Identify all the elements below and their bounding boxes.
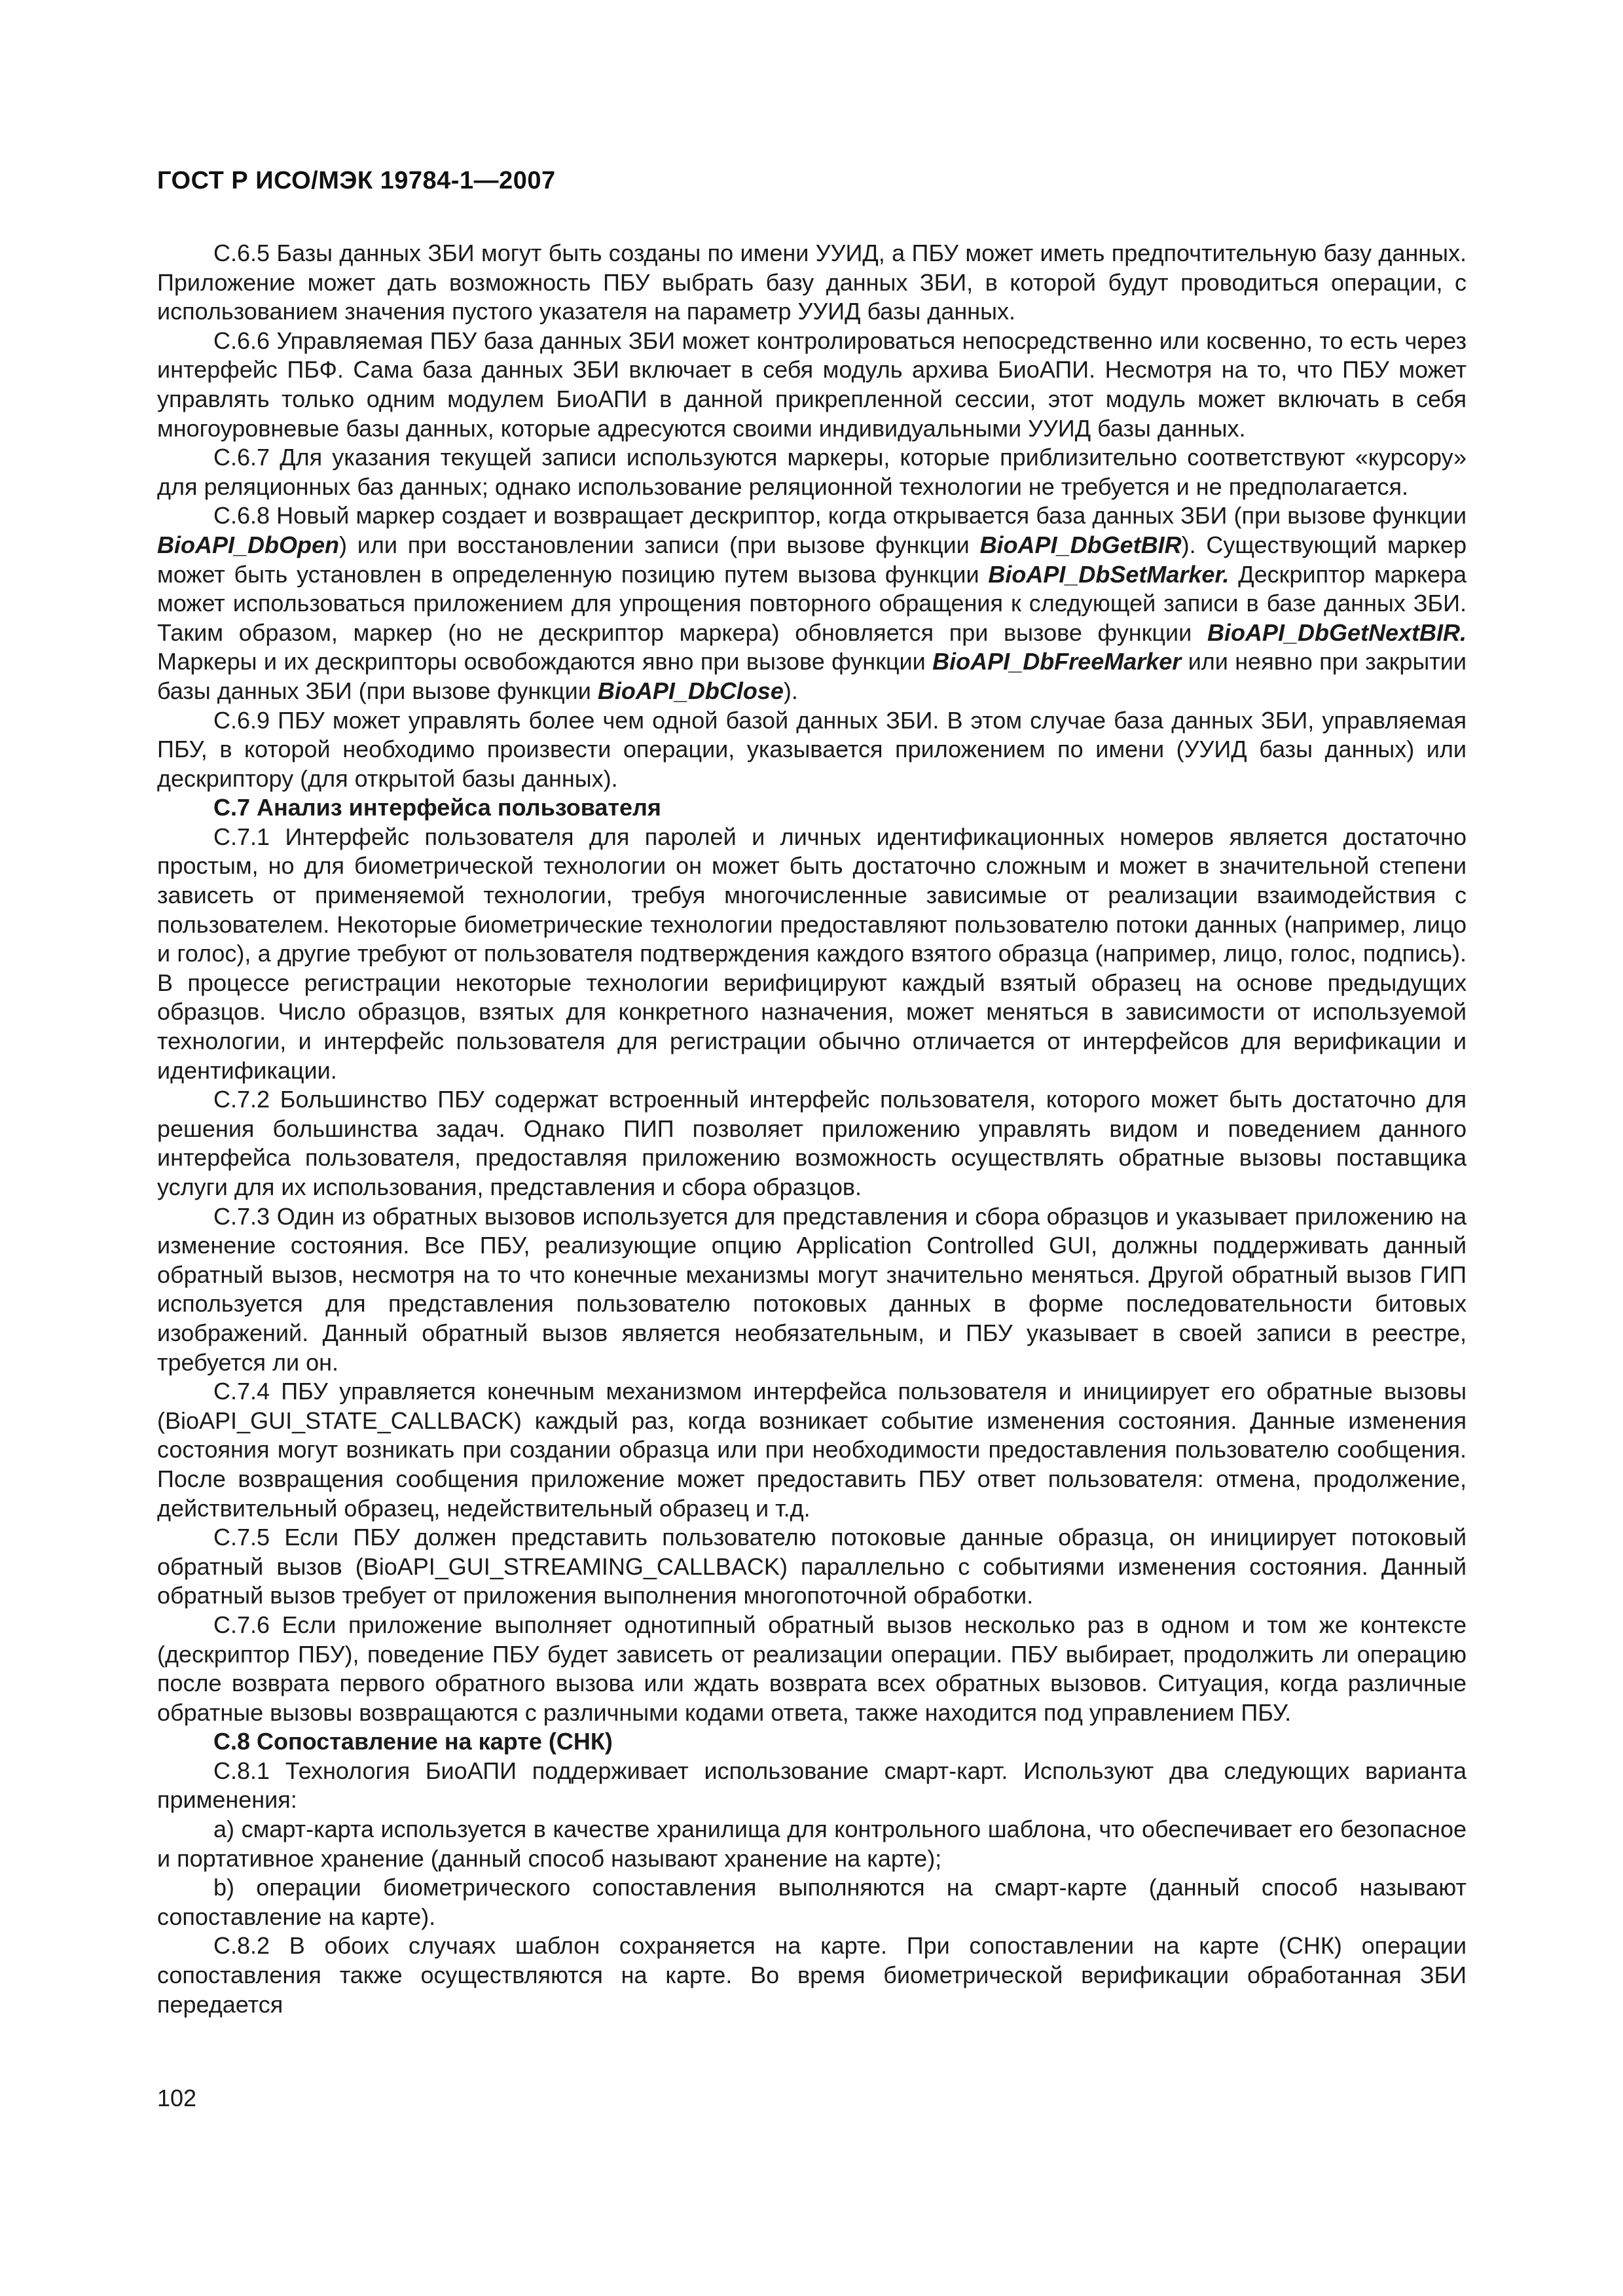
paragraph-c8-1: C.8.1 Технология БиоАПИ поддерживает использование смарт-карт. Используют два следующих варианта применения: <box>157 1757 1467 1814</box>
paragraph-c7-2: C.7.2 Большинство ПБУ содержат встроенный интерфейс пользователя, которого может быть достаточно для решения большинства задач. Однако ПИП позволяет приложению управлять видом и поведением данного интерфейса пользователя, предоставляя приложению возможность осуществлять обратные вызовы поставщика услуги для их использования, представления и сбора образцов. <box>157 1086 1467 1200</box>
paragraph-c7-6: C.7.6 Если приложение выполняет однотипный обратный вызов несколько раз в одном и том же контексте (дескриптор ПБУ), поведение ПБУ будет зависеть от реализации операции. ПБУ выбирает, продолжить ли операцию после возврата первого обратного вызова или ждать возврата всех обратных вызовов. Ситуация, когда различные обратные вызовы возвращаются с различными кодами ответа, также находится под управлением ПБУ. <box>157 1611 1467 1726</box>
paragraph-c8-2: C.8.2 В обоих случаях шаблон сохраняется на карте. При сопоставлении на карте (СНК) операции сопоставления также осуществляются на карте. Во время биометрической верификации обработанная ЗБИ передается <box>157 1932 1467 2018</box>
text-span: ). Существующий маркер может быть установлен в определенную позицию путем вызова функции <box>157 531 1467 588</box>
list-item-a: a) смарт-карта используется в качестве хранилища для контрольного шаблона, что обеспечивает его безопасное и портативное хранение (данный способ называют хранение на карте); <box>157 1816 1467 1872</box>
paragraph-c7-5: C.7.5 Если ПБУ должен представить пользователю потоковые данные образца, он инициирует потоковый обратный вызов (BioAPI_GUI_STREAMING_CALLBACK) параллельно с событиями изменения состояния. Данный обратный вызов требует от приложения выполнения многопоточной обработки. <box>157 1524 1467 1609</box>
text-span: ). <box>783 677 798 704</box>
list-item-b: b) операции биометрического сопоставления выполняются на смарт-карте (данный способ называют сопоставление на карте). <box>157 1874 1467 1930</box>
paragraph-c6-5: C.6.5 Базы данных ЗБИ могут быть созданы по имени УУИД, а ПБУ может иметь предпочтительную базу данных. Приложение может дать возможность ПБУ выбрать базу данных ЗБИ, в которой будут проводиться операции, с использованием значения пустого указателя на параметр УУИД базы данных. <box>157 240 1467 325</box>
function-name: BioAPI_DbSetMarker. <box>988 560 1230 588</box>
text-span: ) или при восстановлении записи (при вызове функции <box>339 531 980 558</box>
paragraph-c6-6: C.6.6 Управляемая ПБУ база данных ЗБИ может контролироваться непосредственно или косвенно, то есть через интерфейс ПБФ. Сама база данных ЗБИ включает в себя модуль архива БиоАПИ. Несмотря на то, что ПБУ может управлять только одним модулем БиоАПИ в данной прикрепленной сессии, этот модуль может включать в себя многоуровневые базы данных, которые адресуются своими индивидуальными УУИД базы данных. <box>157 327 1467 442</box>
function-name: BioAPI_DbClose <box>597 677 784 704</box>
function-name: BioAPI_DbGetBIR <box>979 531 1182 558</box>
document-body <box>157 239 1467 2019</box>
section-heading-c7: C.7 Анализ интерфейса пользователя <box>213 794 661 821</box>
section-heading-c8: C.8 Сопоставление на карте (СНК) <box>213 1728 613 1755</box>
paragraph-c6-9: C.6.9 ПБУ может управлять более чем одной базой данных ЗБИ. В этом случае база данных ЗБИ, управляемая ПБУ, в которой необходимо произвести операции, указывается приложением по имени (УУИД базы данных) или дескриптору (для открытой базы данных). <box>157 706 1467 792</box>
page-number: 102 <box>157 2085 197 2111</box>
paragraph-c6-8 <box>157 501 1467 706</box>
function-name: BioAPI_DbFreeMarker <box>932 648 1182 675</box>
function-name: BioAPI_DbOpen <box>157 531 340 558</box>
standard-header: ГОСТ Р ИСО/МЭК 19784-1—2007 <box>157 167 556 194</box>
paragraph-c6-7: C.6.7 Для указания текущей записи используются маркеры, которые приблизительно соответствуют «курсору» для реляционных баз данных; однако использование реляционной технологии не требуется и не предполагается. <box>157 444 1467 500</box>
paragraph-c7-4: C.7.4 ПБУ управляется конечным механизмом интерфейса пользователя и инициирует его обратные вызовы (BioAPI_GUI_STATE_CALLBACK) каждый раз, когда возникает событие изменения состояния. Данные изменения состояния могут возникать при создании образца или при необходимости предоставления пользователю сообщения. После возвращения сообщения приложение может предоставить ПБУ ответ пользователя: отмена, продолжение, действительный образец, недействительный образец и т.д. <box>157 1378 1467 1522</box>
text-span: или неявно при закрытии базы данных ЗБИ (при вызове функции <box>157 648 1467 704</box>
paragraph-c7-1: C.7.1 Интерфейс пользователя для паролей и личных идентификационных номеров является достаточно простым, но для биометрической технологии он может быть достаточно сложным и может в значительной степени зависеть от применяемой технологии, требуя многочисленные зависимые от реализации взаимодействия с пользователем. Некоторые биометрические технологии предоставляют пользователю потоки данных (например, лицо и голос), а другие требуют от пользователя подтверждения каждого взятого образца (например, лицо, голос, подпись). В процессе регистрации некоторые технологии верифицируют каждый взятый образец на основе предыдущих образцов. Число образцов, взятых для конкретного назначения, может меняться в зависимости от используемой технологии, и интерфейс пользователя для регистрации обычно отличается от интерфейсов для верификации и идентификации. <box>157 823 1467 1084</box>
text-span: Маркеры и их дескрипторы освобождаются явно при вызове функции <box>157 648 933 675</box>
text-span: Дескриптор маркера может использоваться приложением для упрощения повторного обращения к следующей записи в базе данных ЗБИ. Таким образом, маркер (но не дескриптор маркера) обновляется при вызове функции <box>157 560 1467 646</box>
function-name: BioAPI_DbGetNextBIR. <box>1207 619 1467 646</box>
text-span: C.6.8 Новый маркер создает и возвращает дескриптор, когда открывается база данных ЗБИ (при вызове функции <box>213 502 1467 529</box>
paragraph-c7-3: C.7.3 Один из обратных вызовов используется для представления и сбора образцов и указывает приложению на изменение состояния. Все ПБУ, реализующие опцию Application Controlled GUI, должны поддерживать данный обратный вызов, несмотря на то что конечные механизмы могут значительно меняться. Другой обратный вызов ГИП используется для представления пользователю потоковых данных в форме последовательности битовых изображений. Данный обратный вызов является необязательным, и ПБУ указывает в своей записи в реестре, требуется ли он. <box>157 1202 1467 1376</box>
